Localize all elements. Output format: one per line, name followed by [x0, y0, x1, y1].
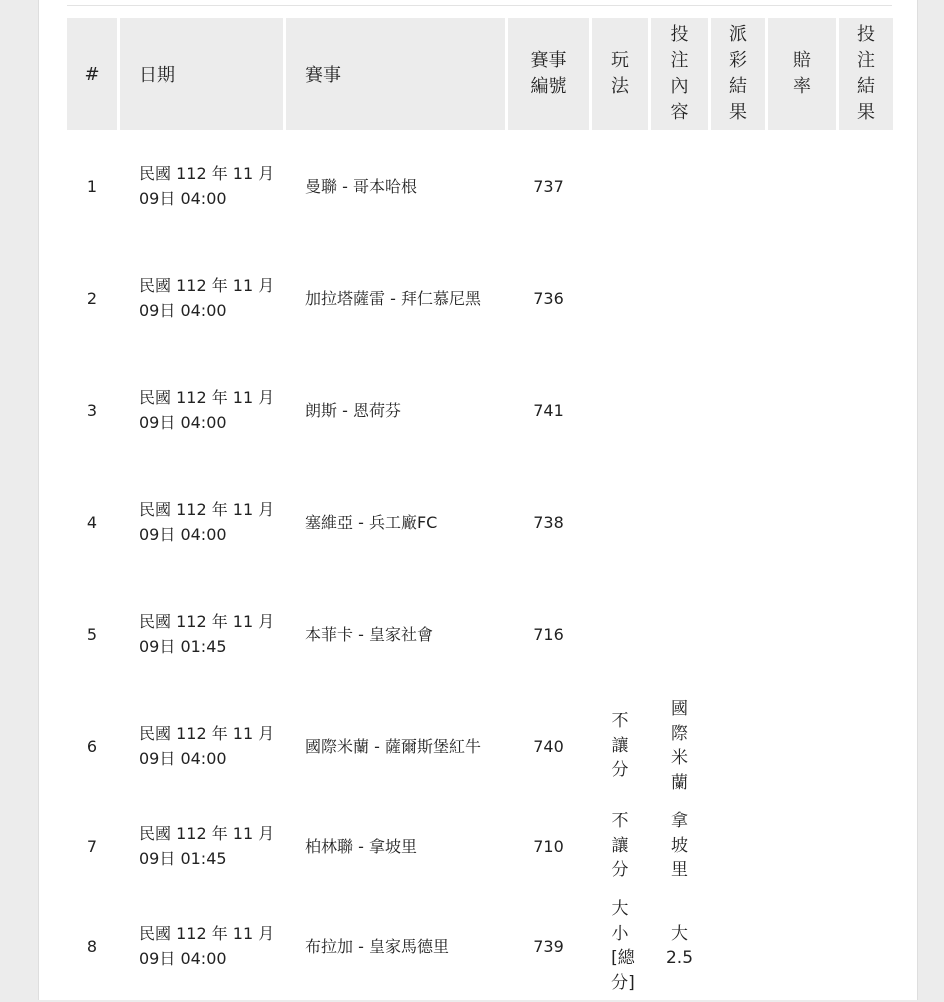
header-match: 賽事 — [286, 18, 505, 130]
cell-play-type — [592, 354, 648, 466]
cell-play-type-text: 大小[總分] — [611, 899, 635, 993]
cell-match-no: 737 — [533, 176, 564, 196]
header-bet-result — [839, 18, 893, 130]
cell-payout-result — [711, 466, 765, 578]
cell-match: 本菲卡 - 皇家社會 — [305, 624, 433, 644]
cell-date: 民國 112 年 11 月09日 04:00 — [139, 164, 275, 208]
cell-bet-content-text: 國際米蘭 — [671, 699, 688, 793]
cell-date: 民國 112 年 11 月09日 01:45 — [139, 612, 275, 656]
table-row — [67, 802, 893, 890]
cell-index: 5 — [86, 624, 98, 644]
cell-bet-content — [651, 802, 708, 890]
cell-payout-result — [711, 242, 765, 354]
header-index: # — [67, 18, 117, 130]
cell-play-type — [592, 242, 648, 354]
cell-bet-result — [839, 578, 893, 690]
cell-payout-result — [711, 690, 765, 802]
cell-odds — [768, 466, 836, 578]
cell-bet-result — [839, 130, 893, 242]
cell-match: 加拉塔薩雷 - 拜仁慕尼黑 — [305, 288, 481, 308]
cell-play-type — [592, 690, 648, 802]
cell-play-type — [592, 890, 648, 1002]
header-odds — [768, 18, 836, 130]
cell-payout-result — [711, 354, 765, 466]
cell-odds — [768, 690, 836, 802]
cell-date: 民國 112 年 11 月09日 04:00 — [139, 388, 275, 432]
cell-bet-content — [651, 690, 708, 802]
table-row — [67, 242, 893, 354]
header-play-type-label: 玩法 — [610, 50, 629, 97]
cell-date: 民國 112 年 11 月09日 04:00 — [139, 724, 275, 768]
cell-play-type-text: 不讓分 — [611, 811, 629, 881]
page-panel — [38, 0, 918, 1000]
cell-play-type-text: 不讓分 — [611, 711, 629, 781]
cell-odds — [768, 354, 836, 466]
cell-bet-content-text: 大2.5 — [665, 923, 694, 968]
cell-match-no: 736 — [533, 288, 564, 308]
cell-play-type — [592, 130, 648, 242]
cell-bet-content — [651, 890, 708, 1002]
divider — [67, 5, 892, 6]
cell-match-no: 741 — [533, 400, 564, 420]
cell-date: 民國 112 年 11 月09日 04:00 — [139, 924, 275, 968]
header-match-no-label: 賽事編號 — [530, 50, 567, 97]
cell-date: 民國 112 年 11 月09日 01:45 — [139, 824, 275, 868]
header-date: 日期 — [120, 18, 283, 130]
cell-index: 1 — [86, 176, 98, 196]
cell-bet-content — [651, 130, 708, 242]
cell-bet-content — [651, 466, 708, 578]
table-row — [67, 890, 893, 1002]
cell-odds — [768, 802, 836, 890]
table-row — [67, 354, 893, 466]
cell-date: 民國 112 年 11 月09日 04:00 — [139, 276, 275, 320]
cell-date: 民國 112 年 11 月09日 04:00 — [139, 500, 275, 544]
cell-match: 布拉加 - 皇家馬德里 — [305, 936, 449, 956]
cell-match-no: 739 — [533, 936, 564, 956]
table-row — [67, 466, 893, 578]
cell-payout-result — [711, 802, 765, 890]
cell-payout-result — [711, 130, 765, 242]
cell-odds — [768, 242, 836, 354]
header-bet-content-label: 投注內容 — [670, 24, 689, 123]
cell-index: 6 — [86, 736, 98, 756]
cell-match-no: 710 — [533, 836, 564, 856]
cell-match: 朗斯 - 恩荷芬 — [305, 400, 401, 420]
cell-index: 3 — [86, 400, 98, 420]
cell-index: 7 — [86, 836, 98, 856]
header-payout-result-label: 派彩結果 — [728, 24, 747, 123]
cell-index: 8 — [86, 936, 98, 956]
cell-bet-result — [839, 242, 893, 354]
cell-match: 塞維亞 - 兵工廠FC — [305, 512, 438, 532]
cell-index: 2 — [86, 288, 98, 308]
cell-odds — [768, 578, 836, 690]
cell-payout-result — [711, 890, 765, 1002]
cell-odds — [768, 890, 836, 1002]
cell-payout-result — [711, 578, 765, 690]
table-header-row — [67, 18, 893, 130]
header-bet-content — [651, 18, 708, 130]
header-bet-result-label: 投注結果 — [856, 24, 875, 123]
cell-match-no: 716 — [533, 624, 564, 644]
cell-match: 柏林聯 - 拿坡里 — [305, 836, 417, 856]
cell-bet-result — [839, 690, 893, 802]
header-play-type — [592, 18, 648, 130]
cell-bet-content-text: 拿坡里 — [671, 811, 688, 881]
cell-bet-result — [839, 802, 893, 890]
cell-index: 4 — [86, 512, 98, 532]
bet-history-table — [64, 18, 896, 1002]
cell-play-type — [592, 466, 648, 578]
cell-match: 國際米蘭 - 薩爾斯堡紅牛 — [305, 736, 481, 756]
cell-bet-result — [839, 354, 893, 466]
cell-bet-result — [839, 890, 893, 1002]
table-row — [67, 130, 893, 242]
cell-match-no: 740 — [533, 736, 564, 756]
cell-match-no: 738 — [533, 512, 564, 532]
cell-bet-content — [651, 242, 708, 354]
header-odds-label: 賠率 — [792, 50, 811, 97]
cell-play-type — [592, 578, 648, 690]
cell-match: 曼聯 - 哥本哈根 — [305, 176, 417, 196]
cell-odds — [768, 130, 836, 242]
cell-bet-content — [651, 354, 708, 466]
cell-bet-result — [839, 466, 893, 578]
header-match-no — [508, 18, 589, 130]
header-payout-result — [711, 18, 765, 130]
table-row — [67, 578, 893, 690]
cell-play-type — [592, 802, 648, 890]
table-row — [67, 690, 893, 802]
cell-bet-content — [651, 578, 708, 690]
